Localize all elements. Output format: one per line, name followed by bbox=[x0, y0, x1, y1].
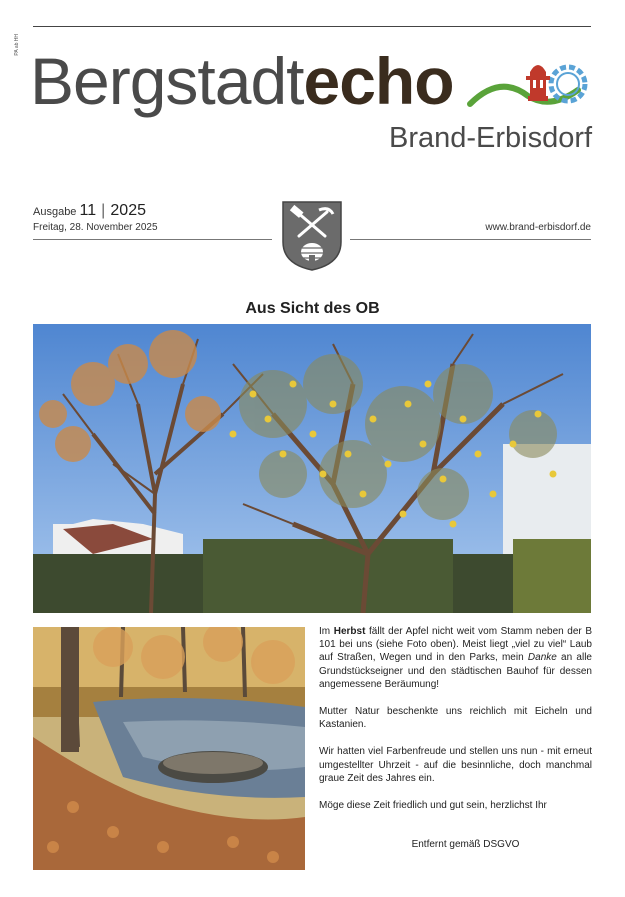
signature-redacted: Entfernt gemäß DSGVO bbox=[411, 839, 520, 851]
p1-bold: Herbst bbox=[333, 626, 366, 637]
paragraph-1 bbox=[319, 625, 592, 691]
rule-left bbox=[33, 239, 272, 240]
p1-end: an alle Grundstückseigner und den städtischen Bauhof für dessen angemessene Beräumung! bbox=[319, 652, 592, 690]
postal-note: PA ab HH bbox=[14, 34, 20, 56]
masthead-title bbox=[30, 44, 454, 118]
paragraph-2: Mutter Natur beschenkte uns reichlich mit Eicheln und Kastanien. bbox=[319, 706, 592, 731]
issue-date: Freitag, 28. November 2025 bbox=[33, 222, 158, 233]
issue-label: Ausgabe bbox=[33, 206, 77, 218]
issue-line bbox=[33, 202, 146, 220]
photo-autumn-pond bbox=[33, 627, 305, 870]
tower-logo-icon bbox=[460, 52, 595, 127]
section-title: Aus Sicht des OB bbox=[245, 300, 380, 317]
photo-apple-tree bbox=[33, 324, 591, 613]
coat-of-arms-icon bbox=[281, 200, 343, 272]
paragraph-3: Wir hatten viel Farbenfreude und stellen uns nun - mit erneut umgestellter Uhrzeit - auf die besinnliche, doch manchmal graue Zeit des Jahres ein. bbox=[319, 746, 592, 784]
masthead-subtitle: Brand-Erbisdorf bbox=[389, 122, 593, 154]
article-body bbox=[319, 625, 592, 851]
issue-number: 11 bbox=[79, 202, 97, 219]
website-link[interactable]: www.brand-erbisdorf.de bbox=[485, 222, 591, 233]
p1-lead: Im bbox=[319, 626, 334, 637]
rule-right bbox=[350, 239, 591, 240]
p1-mid: fällt der Apfel nicht weit vom Stamm neben der B 101 bei uns (siehe Foto oben). Meist liegt „viel zu viel“ Laub auf Straßen, Wegen und in den Parks, mein bbox=[319, 626, 593, 664]
masthead-title-part1: Bergstadt bbox=[30, 44, 304, 118]
masthead-title-part2: echo bbox=[303, 44, 454, 118]
top-rule bbox=[33, 26, 591, 27]
paragraph-4: Möge diese Zeit friedlich und gut sein, herzlichst Ihr bbox=[319, 800, 547, 812]
issue-year: 2025 bbox=[110, 202, 146, 219]
gear-icon bbox=[551, 67, 585, 101]
issue-separator: | bbox=[101, 202, 106, 219]
p1-italic: Danke bbox=[527, 652, 557, 664]
